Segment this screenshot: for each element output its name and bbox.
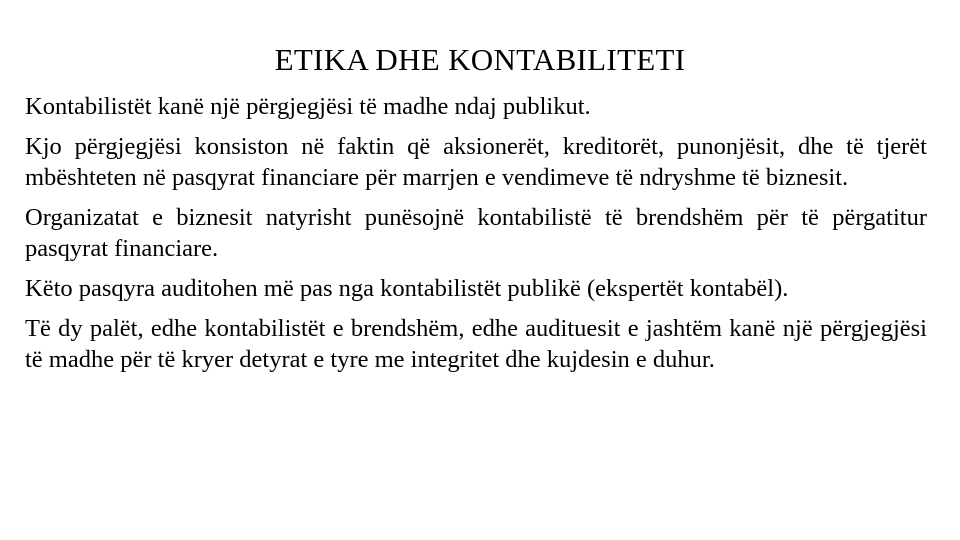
paragraph-1: Kontabilistët kanë një përgjegjësi të madhe ndaj publikut. — [25, 93, 591, 120]
slide-title: ETIKA DHE KONTABILITETI — [274, 42, 686, 77]
paragraph-4: Këto pasqyra auditohen më pas nga kontabilistët publikë (ekspertët kontabël). — [25, 275, 789, 302]
paragraph-3: Organizatat e biznesit natyrisht punësojnë kontabilistë të brendshëm për të përgatitur pasqyrat financiare. — [25, 204, 927, 262]
paragraph-5: Të dy palët, edhe kontabilistët e brendshëm, edhe audituesit e jashtëm kanë një përgjegjësi të madhe për të kryer detyrat e tyre me integritet dhe kujdesin e duhur. — [25, 315, 927, 373]
paragraph-2: Kjo përgjegjësi konsiston në faktin që aksionerët, kreditorët, punonjësit, dhe të tjerët mbështeten në pasqyrat financiare për marrjen e vendimeve të ndryshme të biznesit. — [25, 133, 927, 191]
slide-body — [25, 91, 927, 384]
